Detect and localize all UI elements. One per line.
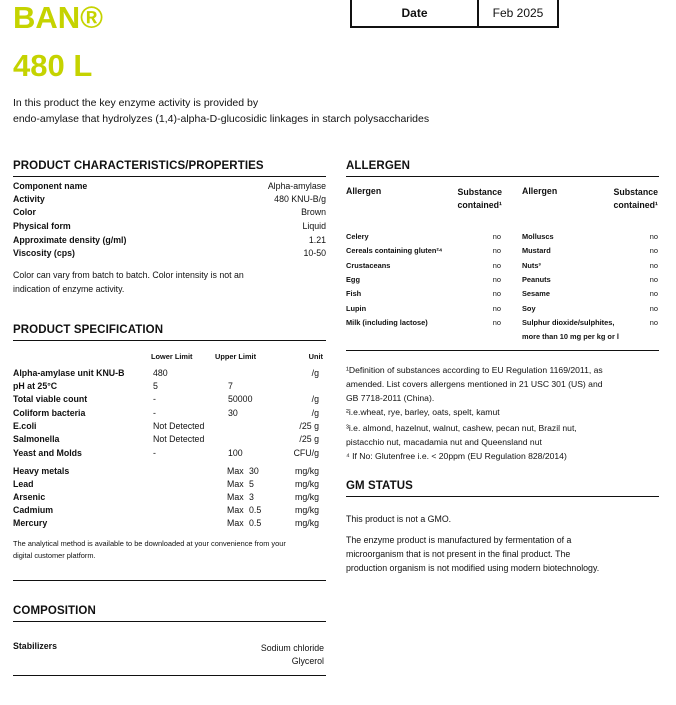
contained-label: contained¹ (457, 200, 502, 210)
characteristics-rule (13, 176, 326, 177)
allergen-row (346, 246, 501, 259)
characteristics-note-2: indication of enzyme activity. (13, 284, 125, 294)
metal-name: Lead (13, 479, 34, 489)
spec-row (13, 408, 319, 421)
allergen-value: no (649, 275, 658, 284)
allergen-name: Milk (including lactose) (346, 318, 428, 327)
footnote-3-line-1: ³i.e. almond, hazelnut, walnut, cashew, pecan nut, Brazil nut, (346, 423, 577, 433)
characteristics-note-1: Color can vary from batch to batch. Color intensity is not an (13, 270, 244, 280)
allergen-value: no (649, 232, 658, 241)
metal-value: 3 (249, 492, 254, 502)
allergen-value: no (492, 318, 501, 327)
allergen-value: no (649, 246, 658, 255)
spec-upper: 50000 (228, 394, 253, 404)
composition-bottom-rule (13, 675, 326, 676)
metal-unit: mg/kg (295, 492, 319, 502)
substance-label: Substance (613, 187, 658, 197)
allergen-row-continuation (522, 332, 658, 345)
spec-name: Total viable count (13, 394, 88, 404)
spec-row (13, 434, 319, 447)
char-row (13, 194, 326, 207)
char-value: 1.21 (308, 235, 326, 245)
metal-row (13, 479, 319, 492)
allergen-list-left (346, 232, 501, 332)
metal-max: Max (227, 479, 244, 489)
allergen-row (346, 232, 501, 245)
allergen-col-substance-left (430, 187, 502, 210)
allergen-row (346, 275, 501, 288)
footnote-3-line-2: pistacchio nut, macadamia nut and Queensland nut (346, 437, 542, 447)
spec-lower: 480 (153, 368, 168, 378)
allergen-name: Molluscs (522, 232, 554, 241)
allergen-name: Sulphur dioxide/sulphites, (522, 318, 615, 327)
char-label: Physical form (13, 221, 71, 231)
char-row (13, 221, 326, 234)
allergen-row (346, 304, 501, 317)
allergen-row (522, 246, 658, 259)
metal-max: Max (227, 518, 244, 528)
char-value: 10-50 (303, 248, 326, 258)
brand-name: BAN® (13, 0, 104, 35)
specification-bottom-rule (13, 580, 326, 581)
spec-note-2: digital customer platform. (13, 551, 96, 560)
spec-row (13, 368, 319, 381)
gm-status-text-1: This product is not a GMO. (346, 514, 452, 524)
gm-status-text-2 (346, 533, 599, 575)
spec-unit: /g (311, 368, 319, 378)
allergen-name: Soy (522, 304, 536, 313)
allergen-name: Sesame (522, 289, 550, 298)
allergen-row (522, 304, 658, 317)
allergen-footnotes (346, 363, 666, 463)
spec-name: Salmonella (13, 434, 60, 444)
char-value: Alpha-amylase (267, 181, 326, 191)
allergen-value: no (492, 261, 501, 270)
spec-row (13, 394, 319, 407)
metal-name: Heavy metals (13, 466, 70, 476)
allergen-row (522, 318, 658, 331)
metal-value: 0.5 (249, 518, 262, 528)
composition-value-2: Glycerol (291, 656, 324, 666)
allergen-bottom-rule (346, 350, 659, 351)
spec-name: pH at 25°C (13, 381, 58, 391)
spec-note-1: The analytical method is available to be downloaded at your convenience from your (13, 539, 286, 548)
allergen-row (346, 289, 501, 302)
spec-upper: 100 (228, 448, 243, 458)
allergen-col-right: Allergen (522, 186, 558, 196)
date-value: Feb 2025 (492, 6, 544, 20)
char-label: Color (13, 207, 36, 217)
spec-lower: Not Detected (153, 434, 205, 444)
allergen-name: Peanuts (522, 275, 551, 284)
char-value: Brown (301, 207, 326, 217)
spec-table (13, 368, 319, 468)
gm-status-line-2: microorganism that is not present in the final product. The (346, 549, 571, 559)
product-code: 480 L (13, 48, 93, 83)
spec-col-lower: Lower Limit (151, 352, 193, 361)
spec-name: E.coli (13, 421, 37, 431)
spec-row (13, 448, 319, 461)
char-label: Component name (13, 181, 88, 191)
allergen-name: Celery (346, 232, 369, 241)
spec-row (13, 421, 319, 434)
allergen-row (522, 275, 658, 288)
allergen-name-continued: more than 10 mg per kg or l (522, 332, 619, 341)
char-label: Activity (13, 194, 45, 204)
spec-col-unit: Unit (308, 352, 323, 361)
metal-max: Max (227, 505, 244, 515)
spec-unit: /g (311, 394, 319, 404)
char-value: Liquid (302, 221, 326, 231)
allergen-rule (346, 176, 659, 177)
spec-name: Coliform bacteria (13, 408, 86, 418)
intro-line-1: In this product the key enzyme activity is provided by (13, 97, 259, 109)
allergen-value: no (492, 275, 501, 284)
char-row (13, 248, 326, 261)
contained-label: contained¹ (613, 200, 658, 210)
metal-row (13, 492, 319, 505)
spec-row (13, 381, 319, 394)
allergen-name: Nuts³ (522, 261, 541, 270)
char-row (13, 207, 326, 220)
spec-upper: 30 (228, 408, 238, 418)
allergen-value: no (492, 246, 501, 255)
metals-table (13, 466, 319, 534)
allergen-value: no (649, 261, 658, 270)
char-row (13, 235, 326, 248)
allergen-row (522, 261, 658, 274)
metal-max: Max (227, 492, 244, 502)
allergen-value: no (649, 289, 658, 298)
spec-unit: /25 g (299, 434, 319, 444)
date-box (350, 0, 559, 28)
allergen-row (346, 261, 501, 274)
metal-unit: mg/kg (295, 479, 319, 489)
allergen-value: no (492, 232, 501, 241)
metal-row (13, 518, 319, 531)
spec-lower: Not Detected (153, 421, 205, 431)
spec-upper: 7 (228, 381, 233, 391)
metal-name: Mercury (13, 518, 48, 528)
gm-status-line-3: production organism is not modified using modern biotechnology. (346, 563, 600, 573)
footnote-1-line-3: GB 7718-2011 (China). (346, 393, 435, 403)
characteristics-table (13, 181, 326, 261)
allergen-value: no (492, 289, 501, 298)
allergen-title: ALLERGEN (346, 160, 411, 172)
composition-label: Stabilizers (13, 641, 58, 651)
char-row (13, 181, 326, 194)
specification-title: PRODUCT SPECIFICATION (13, 324, 164, 336)
allergen-name: Crustaceans (346, 261, 391, 270)
spec-unit: /25 g (299, 421, 319, 431)
footnote-4: ⁴ If No: Glutenfree i.e. < 20ppm (EU Regulation 828/2014) (346, 451, 567, 461)
metal-name: Arsenic (13, 492, 46, 502)
composition-rule (13, 621, 326, 622)
metal-row (13, 505, 319, 518)
spec-col-upper: Upper Limit (215, 352, 257, 361)
metal-unit: mg/kg (295, 518, 319, 528)
specification-rule (13, 340, 326, 341)
allergen-name: Mustard (522, 246, 551, 255)
allergen-row (346, 318, 501, 331)
metal-max: Max (227, 466, 244, 476)
gm-status-rule (346, 496, 659, 497)
allergen-list-right (522, 232, 658, 347)
spec-unit: CFU/g (293, 448, 319, 458)
char-label: Approximate density (g/ml) (13, 235, 127, 245)
metal-name: Cadmium (13, 505, 54, 515)
allergen-col-left: Allergen (346, 186, 382, 196)
metal-row (13, 466, 319, 479)
allergen-row (522, 289, 658, 302)
allergen-value: no (492, 304, 501, 313)
spec-lower: - (153, 394, 156, 404)
allergen-name: Fish (346, 289, 362, 298)
spec-name: Alpha-amylase unit KNU-B (13, 368, 125, 378)
metal-value: 0.5 (249, 505, 262, 515)
allergen-value: no (649, 304, 658, 313)
gm-status-line-1: The enzyme product is manufactured by fermentation of a (346, 535, 572, 545)
allergen-name: Egg (346, 275, 360, 284)
allergen-row (522, 232, 658, 245)
footnote-1-line-2: amended. List covers allergens mentioned in 21 USC 301 (US) and (346, 379, 603, 389)
metal-value: 5 (249, 479, 254, 489)
composition-value-1: Sodium chloride (260, 643, 324, 653)
substance-label: Substance (457, 187, 502, 197)
footnote-1-line-1: ¹Definition of substances according to EU Regulation 1169/2011, as (346, 365, 603, 375)
metal-unit: mg/kg (295, 466, 319, 476)
spec-lower: 5 (153, 381, 158, 391)
char-label: Viscosity (cps) (13, 248, 75, 258)
spec-lower: - (153, 448, 156, 458)
gm-status-title: GM STATUS (346, 480, 413, 492)
allergen-name: Lupin (346, 304, 367, 313)
spec-name: Yeast and Molds (13, 448, 82, 458)
footnote-2: ²i.e.wheat, rye, barley, oats, spelt, kamut (346, 407, 500, 417)
metal-value: 30 (249, 466, 259, 476)
char-value: 480 KNU-B/g (274, 194, 326, 204)
metal-unit: mg/kg (295, 505, 319, 515)
characteristics-title: PRODUCT CHARACTERISTICS/PROPERTIES (13, 160, 264, 172)
allergen-name: Cereals containing gluten²⁴ (346, 246, 443, 255)
allergen-value: no (649, 318, 658, 327)
allergen-col-substance-right (586, 187, 658, 210)
intro-line-2: endo-amylase that hydrolyzes (1,4)-alpha-D-glucosidic linkages in starch polysaccharides (13, 113, 430, 125)
spec-lower: - (153, 408, 156, 418)
spec-unit: /g (311, 408, 319, 418)
date-label: Date (352, 0, 479, 26)
composition-title: COMPOSITION (13, 605, 96, 617)
